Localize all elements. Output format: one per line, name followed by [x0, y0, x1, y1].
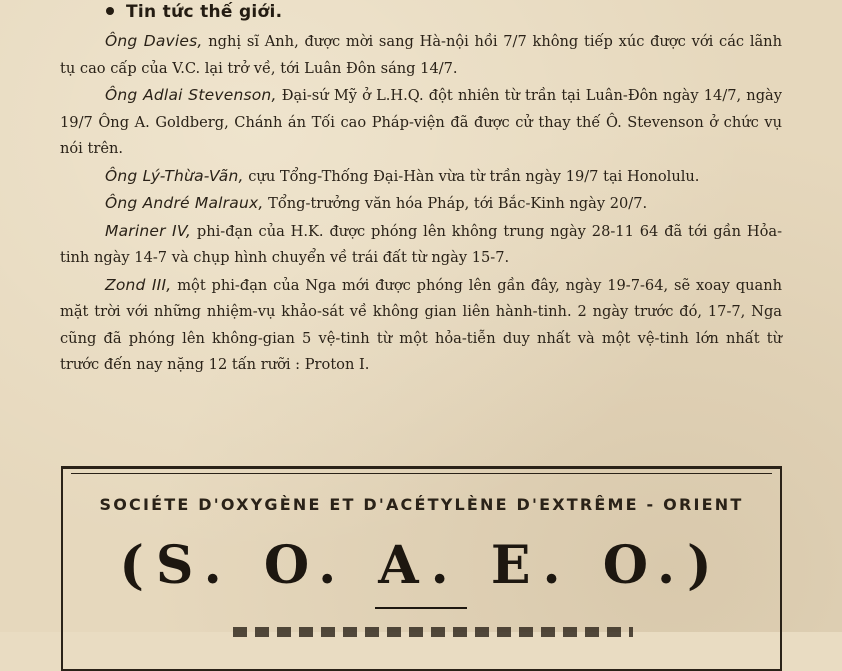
article-text: nghị sĩ Anh, được mời sang Hà-nội hồi 7/7 không tiếp xúc được với các lãnh tụ cao cấp của V.C. lại trở về, tới Luân Đôn sáng 14/7. [60, 33, 782, 77]
article-text: phi-đạn của H.K. được phóng lên không trung ngày 28-11 64 đã tới gần Hỏa-tinh ngày 14-7 và chụp hình chuyển về trái đất từ ngày 15-7. [60, 222, 783, 266]
logo-underline [375, 607, 467, 609]
company-name: SOCIÉTE D'OXYGÈNE ET D'ACÉTYLÈNE D'EXTRÊME - ORIENT [99, 495, 744, 514]
article-paragraph [60, 218, 782, 272]
article-subject: Ông Lý-Thừa-Vãn, [105, 166, 244, 185]
article-subject: Ông Davies, [105, 32, 203, 50]
article-paragraph [60, 272, 782, 379]
article-subject: Ông Adlai Stevenson, [105, 86, 277, 104]
article-paragraph [60, 190, 782, 218]
article-subject: Zond III, [105, 275, 172, 294]
cutoff-text-line [233, 627, 633, 637]
advertisement-box [61, 466, 782, 671]
company-logo: (S. O. A. E. O.) [119, 535, 724, 596]
article-subject: Ông André Malraux, [105, 194, 264, 212]
section-heading [106, 2, 282, 22]
article-text: Tổng-trưởng văn hóa Pháp, tới Bắc-Kinh ngày 20/7. [263, 195, 648, 212]
article-subject: Mariner IV, [105, 221, 191, 240]
article-text: một phi-đạn của Nga mới được phóng lên gần đây, ngày 19-7-64, sẽ xoay quanh mặt trời với những nhiệm-vụ khảo-sát về không gian liên hành-tinh. 2 ngày trước đó, 17-7, Nga cũng đã phóng lên không-gian 5 vệ-tinh từ một hỏa-tiễn duy nhất và một vệ-tinh lớn nhất từ trước đến nay nặng 12 tấn rưỡi : Proton I. [60, 276, 782, 373]
article-text: Đại-sứ Mỹ ở L.H.Q. đột nhiên từ trần tại Luân-Đôn ngày 14/7, ngày 19/7 Ông A. Goldberg, Chánh án Tối cao Pháp-viện đã được cử thay thế Ô. Stevenson ở chức vụ nói trên. [60, 87, 782, 157]
section-heading-text: Tin tức thế giới. [126, 2, 283, 22]
article-paragraph [60, 28, 782, 82]
article-text: cựu Tổng-Thống Đại-Hàn vừa từ trần ngày 19/7 tại Honolulu. [243, 167, 700, 185]
news-articles [60, 28, 782, 379]
bullet-icon [106, 7, 114, 15]
article-paragraph [60, 163, 782, 191]
article-paragraph [60, 82, 782, 163]
ad-border-line [71, 473, 772, 474]
